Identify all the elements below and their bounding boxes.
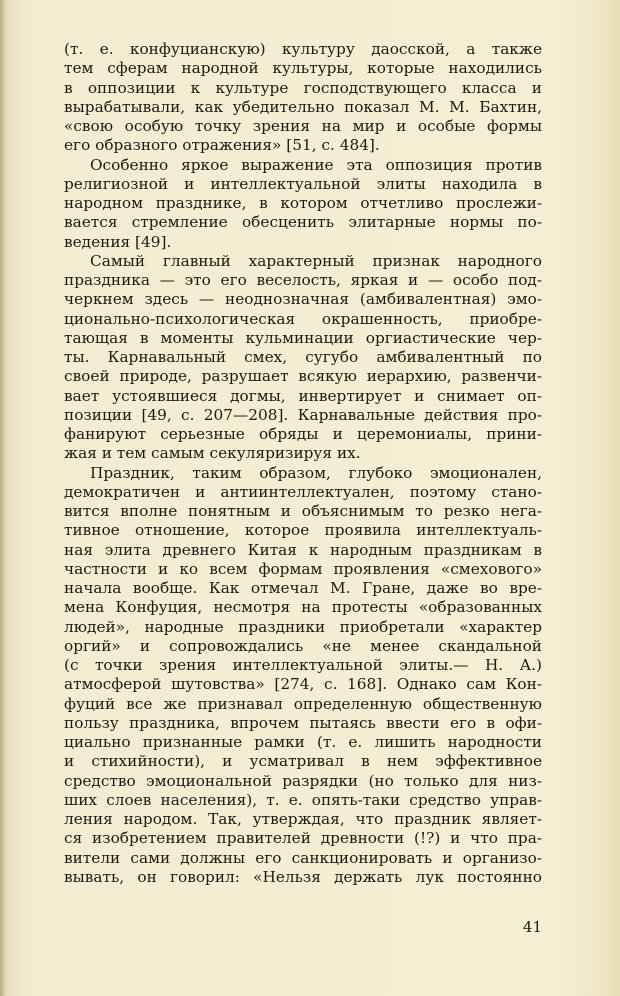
- text-line: позиции [49, с. 207—208]. Карнавальные действия про-: [64, 405, 542, 424]
- text-line: начала вообще. Как отмечал М. Гране, даже во вре-: [64, 579, 542, 597]
- text-line: вается стремление обесценить элитарные нормы по-: [64, 213, 542, 232]
- text-line: тем сферам народной культуры, которые находились: [64, 59, 542, 78]
- spine-shadow: [0, 0, 6, 996]
- text-line: (т. е. конфуцианскую) культуру даосской, а также: [64, 40, 542, 58]
- text-line: частности и ко всем формам проявления «смехового»: [64, 559, 542, 578]
- text-line: (с точки зрения интеллектуальной элиты.— Н. А.): [64, 656, 542, 674]
- body-text: [64, 40, 542, 887]
- paragraph-1: [64, 40, 542, 156]
- text-line: вывать, он говорил: «Нельзя держать лук постоянно: [64, 867, 542, 886]
- text-line: вится вполне понятным и объяснимым то резко нега-: [64, 502, 542, 520]
- text-line: Самый главный характерный признак народного: [90, 251, 542, 270]
- text-line: народном празднике, в котором отчетливо прослежи-: [64, 194, 542, 212]
- text-line: атмосферой шутовства» [274, с. 168]. Однако сам Кон-: [64, 675, 542, 694]
- text-line: своей природе, разрушает всякую иерархию, развенчи-: [64, 367, 542, 386]
- paragraph-2: [64, 156, 542, 252]
- text-line: фанируют серьезные обряды и церемониалы, прини-: [64, 425, 542, 443]
- text-line: ционально-психологическая окрашенность, приобре-: [64, 309, 542, 328]
- paragraph-4: [64, 464, 542, 888]
- paragraph-3: [64, 252, 542, 464]
- text-line: фуций все же признавал определенную общественную: [64, 694, 542, 713]
- text-line: людей», народные праздники приобретали «характер: [64, 617, 542, 636]
- text-line: тающая в моменты кульминации оргиастические чер-: [64, 328, 542, 347]
- text-line: вает устоявшиеся догмы, инвертирует и снимает оп-: [64, 386, 542, 405]
- text-line: пользу праздника, впрочем пытаясь ввести его в офи-: [64, 713, 542, 732]
- text-line: жая и тем самым секуляризируя их.: [64, 444, 361, 463]
- page-number: 41: [522, 918, 542, 936]
- text-line: тивное отношение, которое проявила интеллектуаль-: [64, 521, 542, 540]
- text-line: средство эмоциональной разрядки (но только для низ-: [64, 771, 542, 790]
- text-line: ты. Карнавальный смех, сугубо амбивалентный по: [64, 348, 542, 366]
- text-line: в оппозиции к культуре господствующего класса и: [64, 78, 542, 97]
- text-line: его образного отражения» [51, с. 484].: [64, 136, 380, 155]
- text-line: и стихийности), и усматривал в нем эффективное: [64, 752, 542, 771]
- text-line: Праздник, таким образом, глубоко эмоционален,: [90, 463, 542, 482]
- text-line: ная элита древнего Китая к народным праздникам в: [64, 540, 542, 559]
- text-line: мена Конфуция, несмотря на протесты «образованных: [64, 598, 542, 617]
- text-line: «свою особую точку зрения на мир и особые формы: [64, 117, 542, 135]
- text-line: демократичен и антиинтеллектуален, поэтому стано-: [64, 482, 542, 501]
- text-line: ведения [49].: [64, 232, 172, 251]
- text-line: циально признанные рамки (т. е. лишить народности: [64, 733, 542, 751]
- text-line: ся изобретением правителей древности (!?) и что пра-: [64, 829, 542, 848]
- text-line: Особенно яркое выражение эта оппозиция против: [90, 155, 542, 174]
- text-line: религиозной и интеллектуальной элиты находила в: [64, 174, 542, 193]
- text-line: вырабатывали, как убедительно показал М. М. Бахтин,: [64, 97, 542, 116]
- text-line: оргий» и сопровождались «не менее скандальной: [64, 636, 542, 655]
- text-line: черкнем здесь — неоднозначная (амбивалентная) эмо-: [64, 290, 542, 309]
- text-line: ших слоев населения), т. е. опять-таки средство управ-: [64, 790, 542, 809]
- text-line: вители сами должны его санкционировать и организо-: [64, 848, 542, 867]
- text-line: ления народом. Так, утверждая, что праздник являет-: [64, 810, 542, 828]
- text-line: праздника — это его веселость, яркая и — особо под-: [64, 271, 542, 289]
